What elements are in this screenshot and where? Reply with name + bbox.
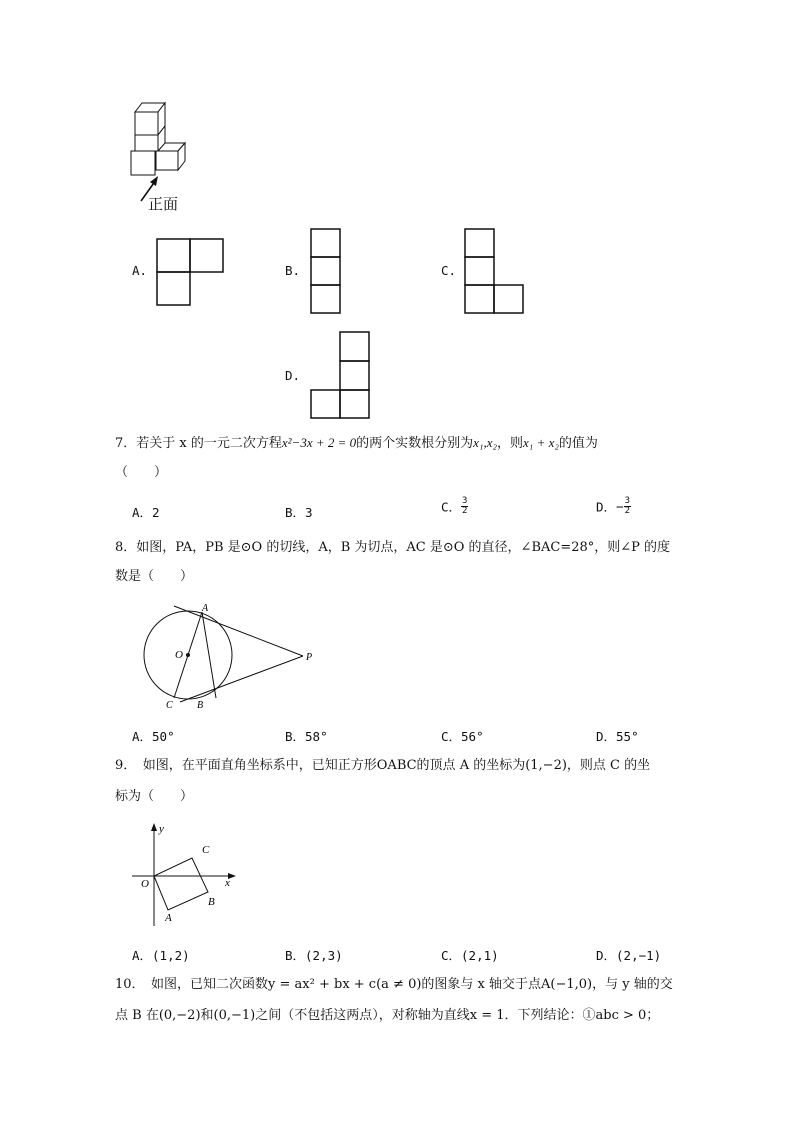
label-point-a: A	[165, 912, 172, 924]
tangent-circle-diagram	[140, 598, 325, 713]
option-d-view	[310, 331, 372, 421]
option-a-view	[156, 238, 226, 308]
label-a: A	[202, 603, 209, 614]
label-point-b: B	[208, 896, 215, 908]
q8-option-a: A．50°	[132, 729, 175, 744]
q9-option-d: D．(2,−1)	[596, 948, 662, 963]
q8-option-b: B．58°	[285, 729, 328, 744]
question-7-line-1: 7．若关于 x 的一元二次方程x²−3x + 2 = 0的两个实数根分别为x₁,x₂，则x₁ + x₂的值为	[115, 435, 598, 451]
question-10-line-2: 点 B 在(0,−2)和(0,−1)之间（不包括这两点），对称轴为直线x = 1．下列结论：①abc > 0；	[115, 1008, 660, 1023]
front-label: 正面	[148, 195, 179, 213]
option-b-label: B.	[285, 263, 301, 278]
q9-option-a: A．(1,2)	[132, 948, 190, 963]
label-x-axis: x	[225, 877, 230, 889]
question-8-line-2: 数是（ ）	[115, 569, 194, 584]
q8-option-d: D．55°	[596, 729, 639, 744]
q7-option-a: A．2	[132, 505, 160, 520]
label-point-c: C	[202, 844, 210, 856]
option-c-view	[464, 228, 526, 316]
label-y-axis: y	[159, 823, 164, 835]
q7-option-d: D．− $\frac{3}{2}$	[596, 496, 630, 516]
q9-option-b: B．(2,3)	[285, 948, 343, 963]
option-d-label: D.	[285, 368, 301, 383]
label-origin: O	[141, 878, 149, 890]
question-9-line-2: 标为（ ）	[115, 789, 194, 804]
q7-option-b: B．3	[285, 505, 313, 520]
q8-option-c: C．56°	[441, 729, 484, 744]
q7-option-c: C． $\frac{3}{2}$	[441, 496, 468, 516]
question-7-paren: （ ）	[115, 465, 168, 480]
option-b-view	[310, 228, 342, 316]
question-8-line-1: 8．如图，PA，PB 是⊙O 的切线，A，B 为切点，AC 是⊙O 的直径，∠BAC=28°，则∠P 的度	[115, 540, 671, 555]
label-c: C	[166, 700, 173, 711]
option-c-label: C.	[441, 263, 457, 278]
coordinate-square-diagram	[128, 820, 243, 930]
question-10-line-1: 10． 如图，已知二次函数y = ax² + bx + c(a ≠ 0)的图象与 x 轴交于点A(−1,0)，与 y 轴的交	[115, 977, 673, 992]
label-o: O	[175, 649, 183, 661]
label-p: P	[306, 652, 313, 663]
q9-option-c: C．(2,1)	[441, 948, 499, 963]
option-a-label: A.	[132, 263, 148, 278]
label-b: B	[197, 700, 204, 711]
question-9-line-1: 9． 如图，在平面直角坐标系中，已知正方形OABC的顶点 A 的坐标为(1,−2)，则点 C 的坐	[115, 758, 651, 773]
